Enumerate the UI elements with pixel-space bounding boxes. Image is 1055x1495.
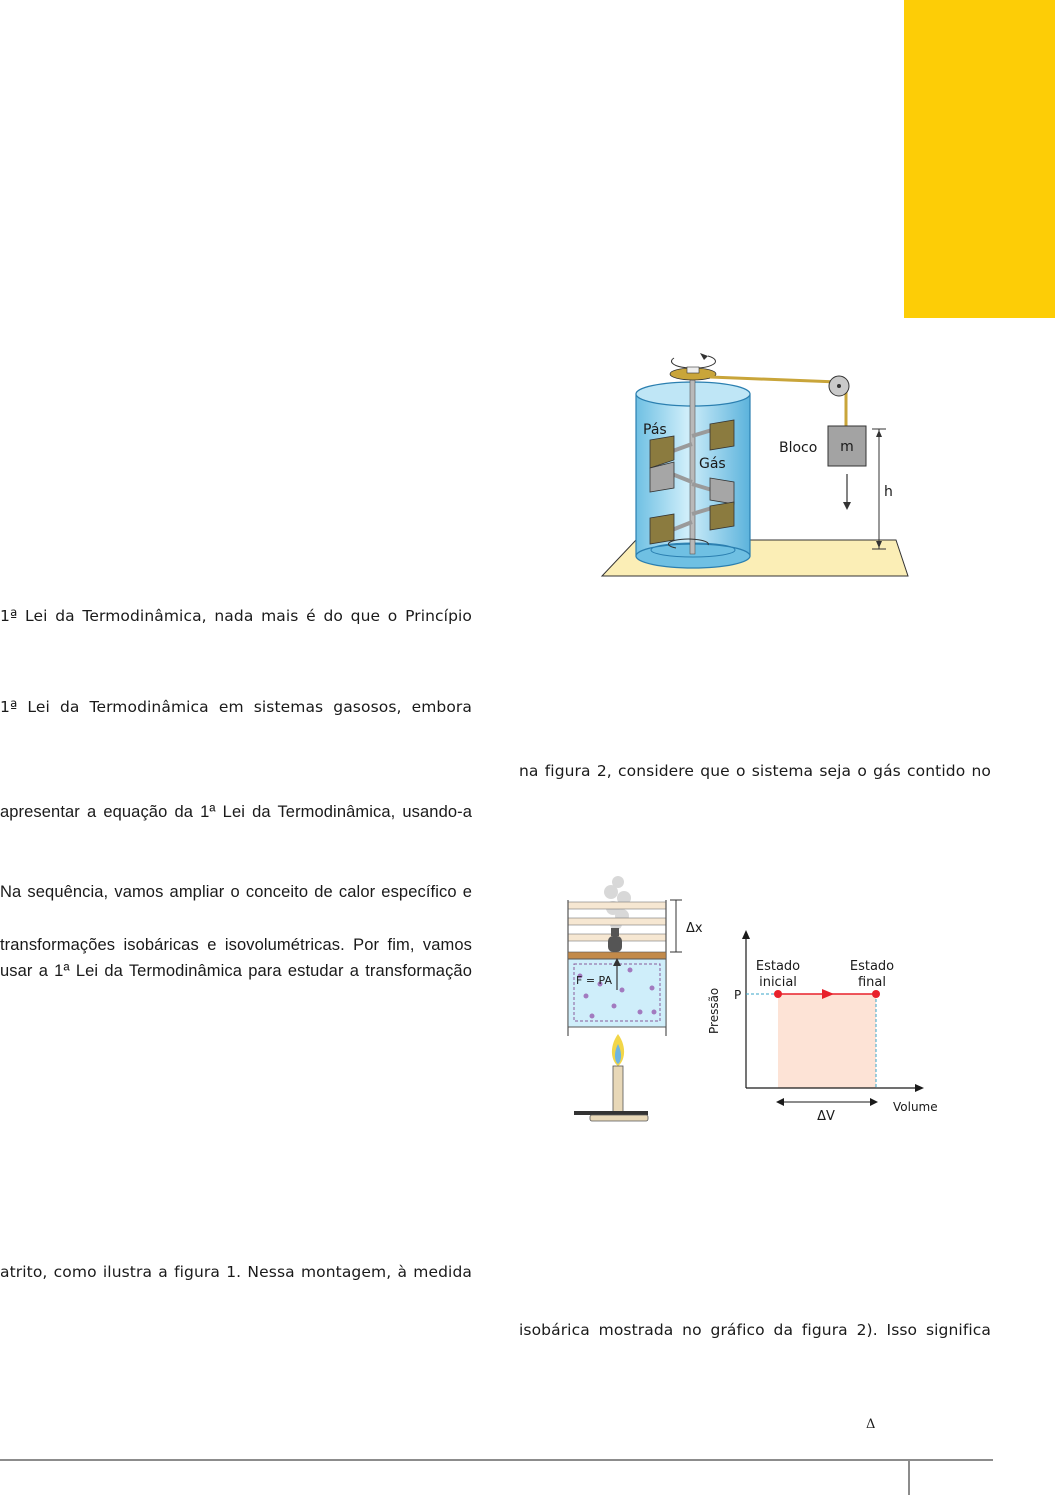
burner: [613, 1066, 623, 1112]
final-state-label: final: [857, 975, 887, 990]
gas-label: Gás: [699, 456, 726, 472]
text-line: 1ª Lei da Termodinâmica em sistemas gasosos, embora: [0, 698, 472, 716]
y-axis-arrow-icon: [742, 930, 750, 939]
piston: [568, 952, 666, 959]
final-state-point: [872, 990, 880, 998]
delta-v-label: ΔV: [817, 1109, 835, 1124]
shaft: [690, 372, 695, 554]
mass-label: m: [840, 439, 854, 455]
initial-state-label: inicial: [759, 975, 797, 990]
text-line: 1ª Lei da Termodinâmica, nada mais é do que o Princípio: [0, 607, 472, 625]
figure-2-isobaric: [556, 866, 956, 1128]
text-line: usar a 1ª Lei da Termodinâmica para estudar a transformação: [0, 962, 472, 980]
text-line: apresentar a equação da 1ª Lei da Termodinâmica, usando-a: [0, 803, 472, 821]
text-line: na figura 2, considere que o sistema seja o gás contido no: [519, 762, 991, 780]
figure-1-joule-apparatus: [596, 344, 916, 584]
text-line: atrito, como ilustra a figura 1. Nessa montagem, à medida: [0, 1263, 472, 1281]
rotation-arrow-icon: [671, 356, 715, 368]
text-line: isobárica mostrada no gráfico da figura 2). Isso significa: [519, 1321, 991, 1339]
text-line: Na sequência, vamos ampliar o conceito de calor específico e: [0, 883, 472, 901]
footer-symbol: Δ: [866, 1417, 876, 1432]
block-label: Bloco: [779, 440, 818, 456]
footer-divider: [908, 1459, 910, 1495]
rope: [710, 377, 838, 382]
initial-state-label: Estado: [755, 959, 801, 974]
y-axis-label: Pressão: [707, 987, 721, 1034]
footer-rule: [0, 1459, 993, 1461]
blades-label: Pás: [643, 422, 667, 438]
delta-x-label: Δx: [686, 921, 703, 936]
x-axis-label: Volume: [893, 1100, 938, 1114]
initial-state-point: [774, 990, 782, 998]
pressure-tick-label: P: [734, 988, 742, 1002]
chapter-tab: [904, 0, 1055, 318]
down-arrow-icon: [843, 502, 851, 510]
force-label: F = PA: [576, 974, 612, 987]
x-axis-arrow-icon: [915, 1084, 924, 1092]
work-area: [778, 994, 876, 1088]
height-label: h: [884, 484, 893, 500]
text-line: transformações isobáricas e isovolumétricas. Por fim, vamos: [0, 936, 472, 954]
final-state-label: Estado: [849, 959, 895, 974]
